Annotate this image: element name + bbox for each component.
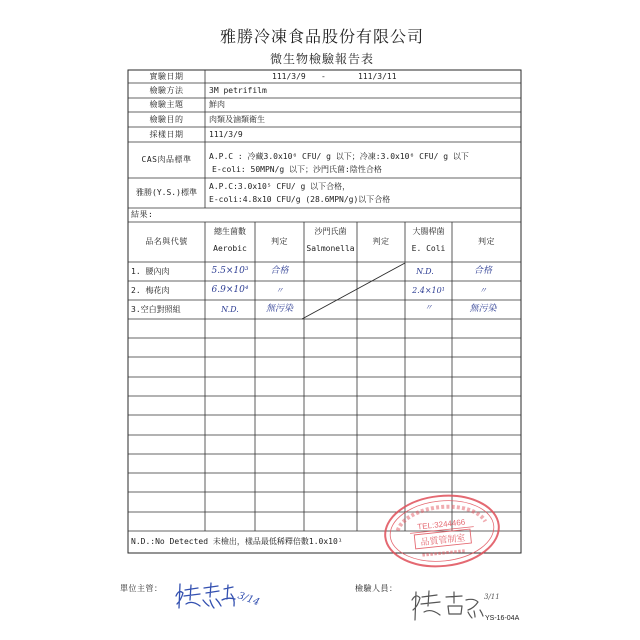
label-subject: 檢驗主題 xyxy=(149,100,184,109)
company-name: 雅勝冷凍食品股份有限公司 xyxy=(219,27,424,46)
row-2-ecoli-judge: 〃 xyxy=(479,285,487,295)
row-1-aerobic-count: 5.5×10³ xyxy=(211,266,249,276)
supervisor-label: 單位主管： xyxy=(120,584,163,593)
row-3-ecoli-count: 〃 xyxy=(424,302,433,312)
stamp-dept: 品質管制室 xyxy=(420,533,466,549)
ys-standard-line1: A.P.C:3.0x10⁵ CFU/ g 以下合格， xyxy=(209,182,351,191)
header-salmonella-judge: 判定 xyxy=(372,237,390,246)
ys-standard-line2: E-coli:4.8x10 CFU/g (28.6MPN/g)以下合格 xyxy=(209,195,391,204)
row-1-item-name: 1. 腰內肉 xyxy=(131,266,170,276)
label-cas-standard: CAS肉品標準 xyxy=(141,155,192,164)
row-2-ecoli-count: 2.4×10¹ xyxy=(412,285,445,295)
label-method: 檢驗方法 xyxy=(149,85,184,95)
header-aerobic-judge: 判定 xyxy=(271,237,288,246)
row-2-aerobic-judge: 〃 xyxy=(275,285,284,295)
row-3-ecoli-judge: 無污染 xyxy=(469,304,497,314)
form-code: YS-16-04A xyxy=(485,614,520,622)
header-aerobic-zh: 總生菌數 xyxy=(214,227,246,236)
cas-standard-line1: A.P.C : 冷藏3.0x10⁶ CFU/ g 以下；冷凍:3.0x10⁶ CFU/ g 以下 xyxy=(209,152,469,161)
supervisor-signature xyxy=(176,583,235,608)
method-value: 3M petrifilm xyxy=(209,85,267,95)
row-3-aerobic-count: N.D. xyxy=(221,304,239,314)
test-date-end: 111/3/11 xyxy=(358,71,397,81)
header-salmonella-zh: 沙門氏菌 xyxy=(314,227,347,236)
label-purpose: 檢驗目的 xyxy=(149,114,184,124)
report-title: 微生物檢驗報告表 xyxy=(269,52,374,66)
row-1-ecoli-count: N.D. xyxy=(416,266,434,276)
inspector-signature xyxy=(412,591,483,620)
header-ecoli-zh: 大腸桿菌 xyxy=(412,227,445,236)
header-ecoli-en: E. Coli xyxy=(411,244,446,253)
results-label: 結果: xyxy=(131,210,154,219)
row-1-aerobic-judge: 合格 xyxy=(270,266,289,276)
stamp-tel: TEL:3244466 xyxy=(416,517,466,532)
label-test-date: 實驗日期 xyxy=(149,71,184,81)
row-1-ecoli-judge: 合格 xyxy=(473,266,492,276)
salmonella-strike-line xyxy=(302,263,405,319)
subject-value: 鮮肉 xyxy=(209,100,225,109)
purpose-value: 肉類及滷類衛生 xyxy=(209,114,265,124)
header-ecoli-judge: 判定 xyxy=(478,237,495,246)
row-3-aerobic-judge: 無污染 xyxy=(265,304,293,314)
nd-note: N.D.:No Detected 未檢出，樣品最低稀釋倍數1.0x10¹ xyxy=(131,537,343,546)
row-2-item-name: 2. 梅花肉 xyxy=(131,285,170,295)
cas-standard-line2: E-coli: 50MPN/g 以下；沙門氏菌:陰性合格 xyxy=(212,165,382,174)
row-3-item-name: 3.空白對照組 xyxy=(131,304,181,314)
header-aerobic-en: Aerobic xyxy=(213,244,247,253)
test-date-separator: - xyxy=(321,71,326,81)
sampling-date-value: 111/3/9 xyxy=(209,129,243,139)
inspector-sign-date: 3/11 xyxy=(484,593,500,601)
label-sampling-date: 採樣日期 xyxy=(149,129,184,139)
test-date-start: 111/3/9 xyxy=(272,71,306,81)
header-salmonella-en: Salmonella xyxy=(306,244,355,253)
inspector-label: 檢驗人員： xyxy=(355,584,398,593)
supervisor-sign-date: 3/14 xyxy=(236,590,261,609)
label-ys-standard: 雅勝(Y.S.)標準 xyxy=(136,188,197,197)
header-item-name: 品名與代號 xyxy=(145,237,188,246)
row-2-aerobic-count: 6.9×10⁴ xyxy=(211,285,249,295)
